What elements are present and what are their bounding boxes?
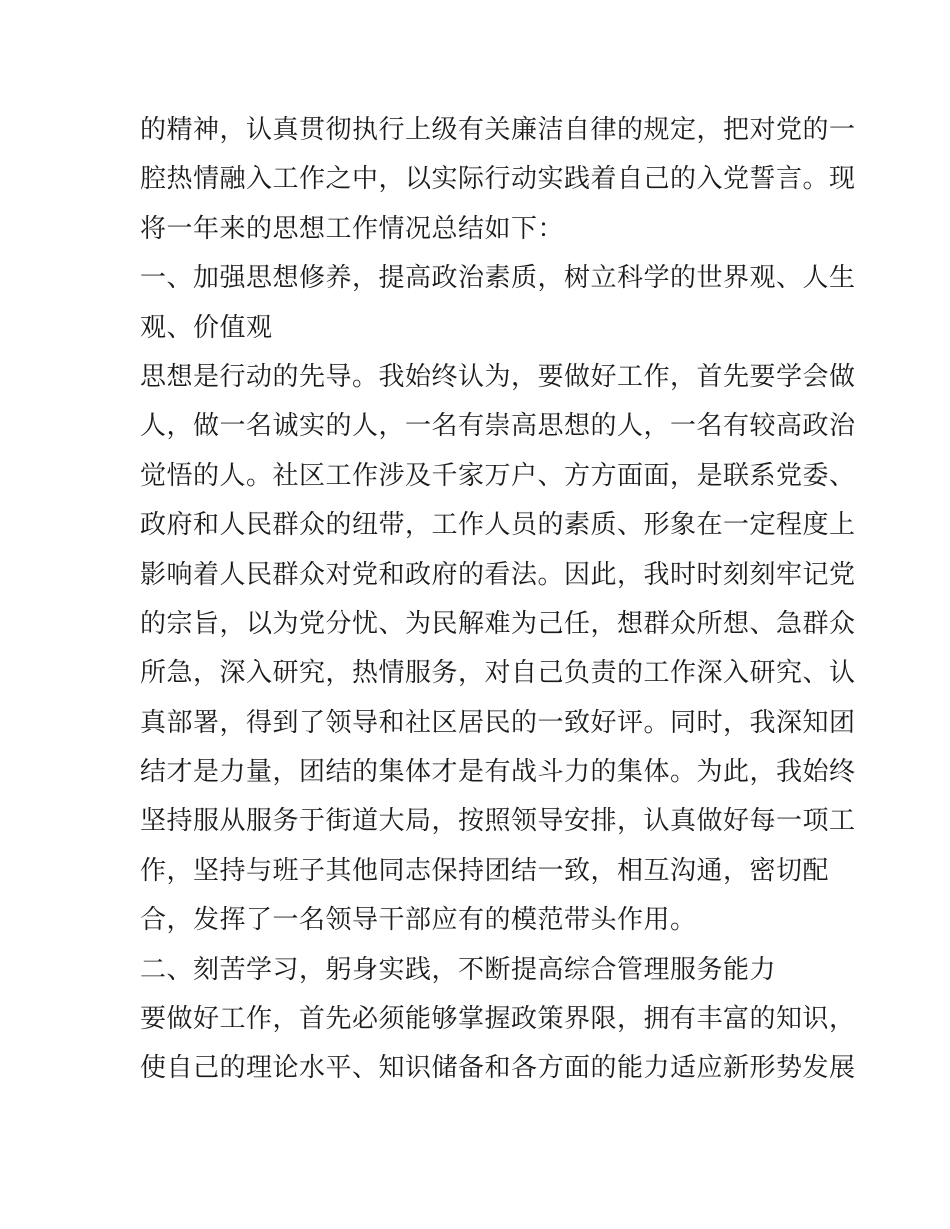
text-line: 作，坚持与班子其他同志保持团结一致，相互沟通，密切配 <box>140 855 830 886</box>
text-line: 要做好工作，首先必须能够掌握政策界限，拥有丰富的知识， <box>140 1004 856 1035</box>
text-line: 的宗旨，以为党分忧、为民解难为己任，想群众所想、急群众 <box>140 608 856 639</box>
text-line: 的精神，认真贯彻执行上级有关廉洁自律的规定，把对党的一 <box>140 115 856 145</box>
section-heading-2: 二、刻苦学习，躬身实践，不断提高综合管理服务能力 <box>140 954 777 985</box>
text-line: 影响着人民群众对党和政府的看法。因此，我时时刻刻牢记党 <box>140 559 856 590</box>
text-line: 思想是行动的先导。我始终认为，要做好工作，首先要学会做 <box>140 361 856 392</box>
text-line: 人，做一名诚实的人，一名有崇高思想的人，一名有较高政治 <box>140 411 856 442</box>
text-line: 腔热情融入工作之中，以实际行动实践着自己的入党誓言。现 <box>140 164 856 195</box>
text-line: 觉悟的人。社区工作涉及千家万户、方方面面，是联系党委、 <box>140 460 856 491</box>
text-line: 真部署，得到了领导和社区居民的一致好评。同时，我深知团 <box>140 707 856 738</box>
text-line: 将一年来的思想工作情况总结如下： <box>140 213 565 244</box>
text-line: 所急，深入研究，热情服务，对自己负责的工作深入研究、认 <box>140 658 856 689</box>
text-line: 合，发挥了一名领导干部应有的模范带头作用。 <box>140 905 697 936</box>
section-heading-1-continued: 观、价值观 <box>140 312 273 343</box>
text-line: 坚持服从服务于街道大局，按照领导安排，认真做好每一项工 <box>140 806 856 837</box>
text-line: 政府和人民群众的纽带，工作人员的素质、形象在一定程度上 <box>140 510 856 541</box>
section-heading-1: 一、加强思想修养，提高政治素质，树立科学的世界观、人生 <box>140 263 856 294</box>
text-line: 使自己的理论水平、知识储备和各方面的能力适应新形势发展 <box>140 1053 856 1084</box>
document-body <box>140 106 856 1094</box>
text-line: 结才是力量，团结的集体才是有战斗力的集体。为此，我始终 <box>140 757 856 788</box>
